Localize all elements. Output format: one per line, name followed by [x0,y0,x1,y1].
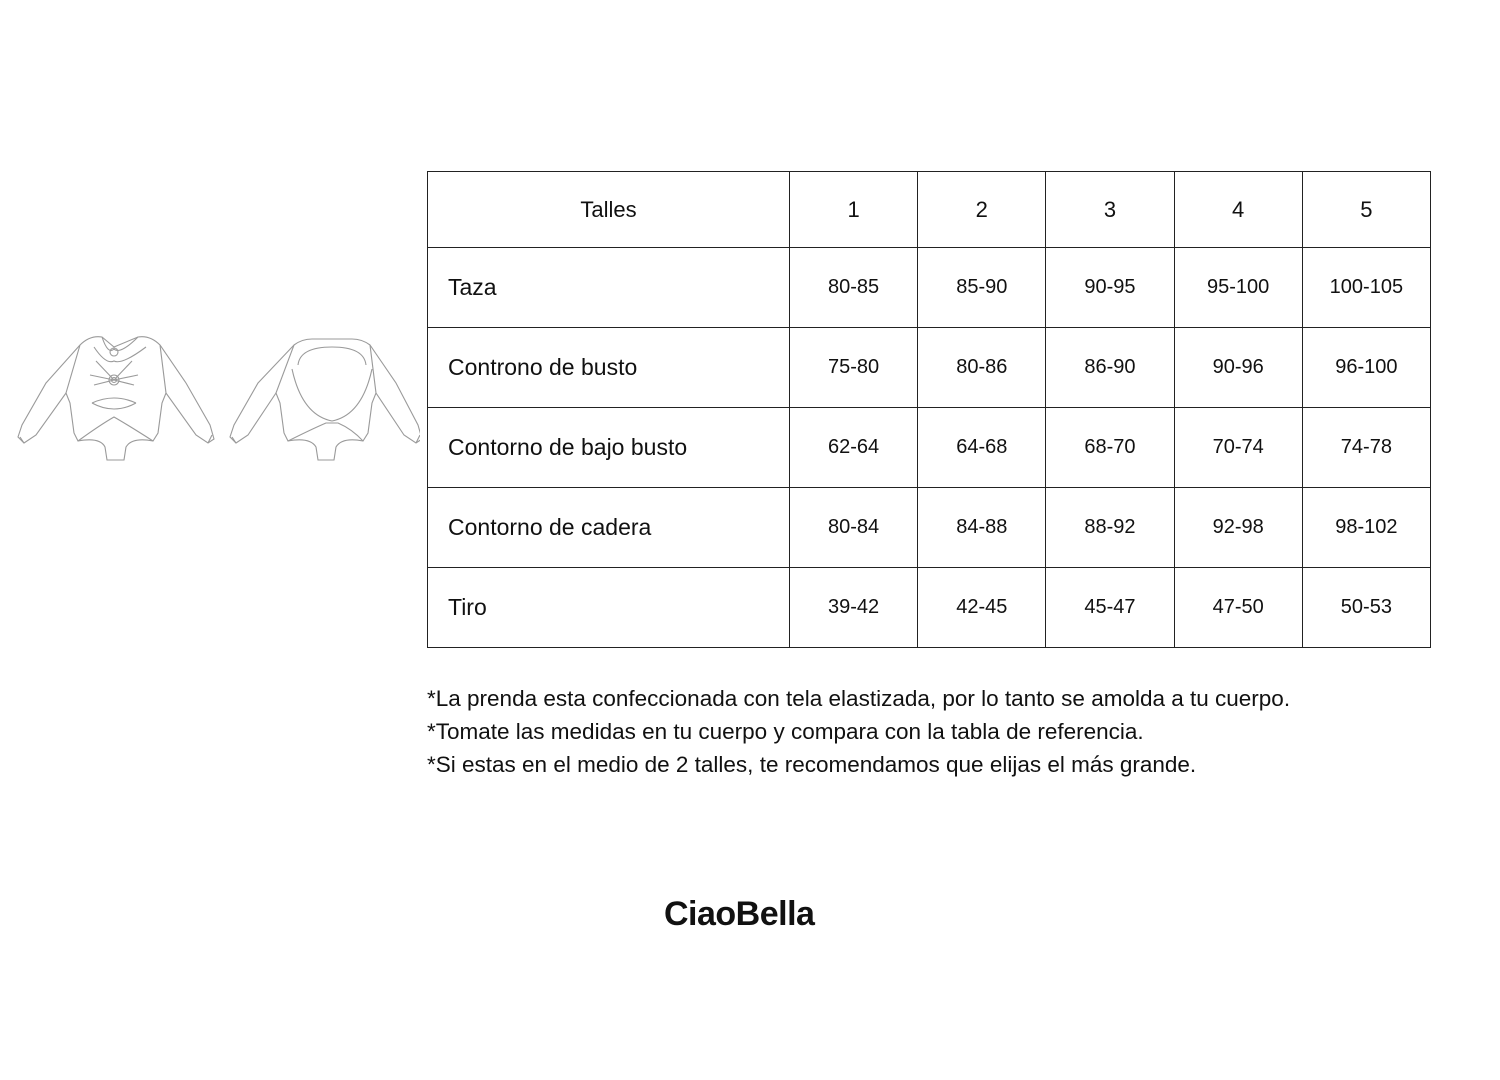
table-row [428,568,1431,648]
table-cell: 80-85 [790,248,918,328]
table-row [428,488,1431,568]
table-cell: 74-78 [1302,408,1430,488]
row-label-tiro: Tiro [428,568,790,648]
note-line: *Tomate las medidas en tu cuerpo y compara con la tabla de referencia. [427,719,1144,744]
table-cell: 47-50 [1174,568,1302,648]
table-cell: 70-74 [1174,408,1302,488]
table-cell: 42-45 [918,568,1046,648]
table-cell: 45-47 [1046,568,1174,648]
table-row [428,408,1431,488]
table-cell: 85-90 [918,248,1046,328]
header-cell-size: 4 [1174,172,1302,248]
table-cell: 62-64 [790,408,918,488]
table-row [428,248,1431,328]
row-label-bajo-busto: Contorno de bajo busto [428,408,790,488]
note-line: *Si estas en el medio de 2 talles, te recomendamos que elijas el más grande. [427,752,1197,777]
sizing-notes [427,682,1290,781]
table-cell: 90-96 [1174,328,1302,408]
table-cell: 80-84 [790,488,918,568]
table-cell: 88-92 [1046,488,1174,568]
header-cell-talles: Talles [428,172,790,248]
table-cell: 80-86 [918,328,1046,408]
table-cell: 50-53 [1302,568,1430,648]
table-cell: 64-68 [918,408,1046,488]
bodysuit-back-sketch-icon [230,339,420,460]
header-cell-size: 2 [918,172,1046,248]
header-cell-size: 1 [790,172,918,248]
table-cell: 100-105 [1302,248,1430,328]
bodysuit-front-sketch-icon [18,337,214,460]
brand-logo: CiaoBella [664,895,815,933]
table-cell: 86-90 [1046,328,1174,408]
row-label-cadera: Contorno de cadera [428,488,790,568]
row-label-busto: Controno de busto [428,328,790,408]
table-cell: 96-100 [1302,328,1430,408]
table-cell: 98-102 [1302,488,1430,568]
table-cell: 68-70 [1046,408,1174,488]
size-chart-table [427,171,1431,648]
table-row [428,328,1431,408]
garment-sketch [10,325,420,470]
note-line: *La prenda esta confeccionada con tela elastizada, por lo tanto se amolda a tu cuerpo. [427,686,1291,711]
table-header-row [428,172,1431,248]
table-cell: 90-95 [1046,248,1174,328]
table-cell: 95-100 [1174,248,1302,328]
table-cell: 84-88 [918,488,1046,568]
table-cell: 92-98 [1174,488,1302,568]
table-cell: 75-80 [790,328,918,408]
row-label-taza: Taza [428,248,790,328]
header-cell-size: 3 [1046,172,1174,248]
table-cell: 39-42 [790,568,918,648]
header-cell-size: 5 [1302,172,1430,248]
